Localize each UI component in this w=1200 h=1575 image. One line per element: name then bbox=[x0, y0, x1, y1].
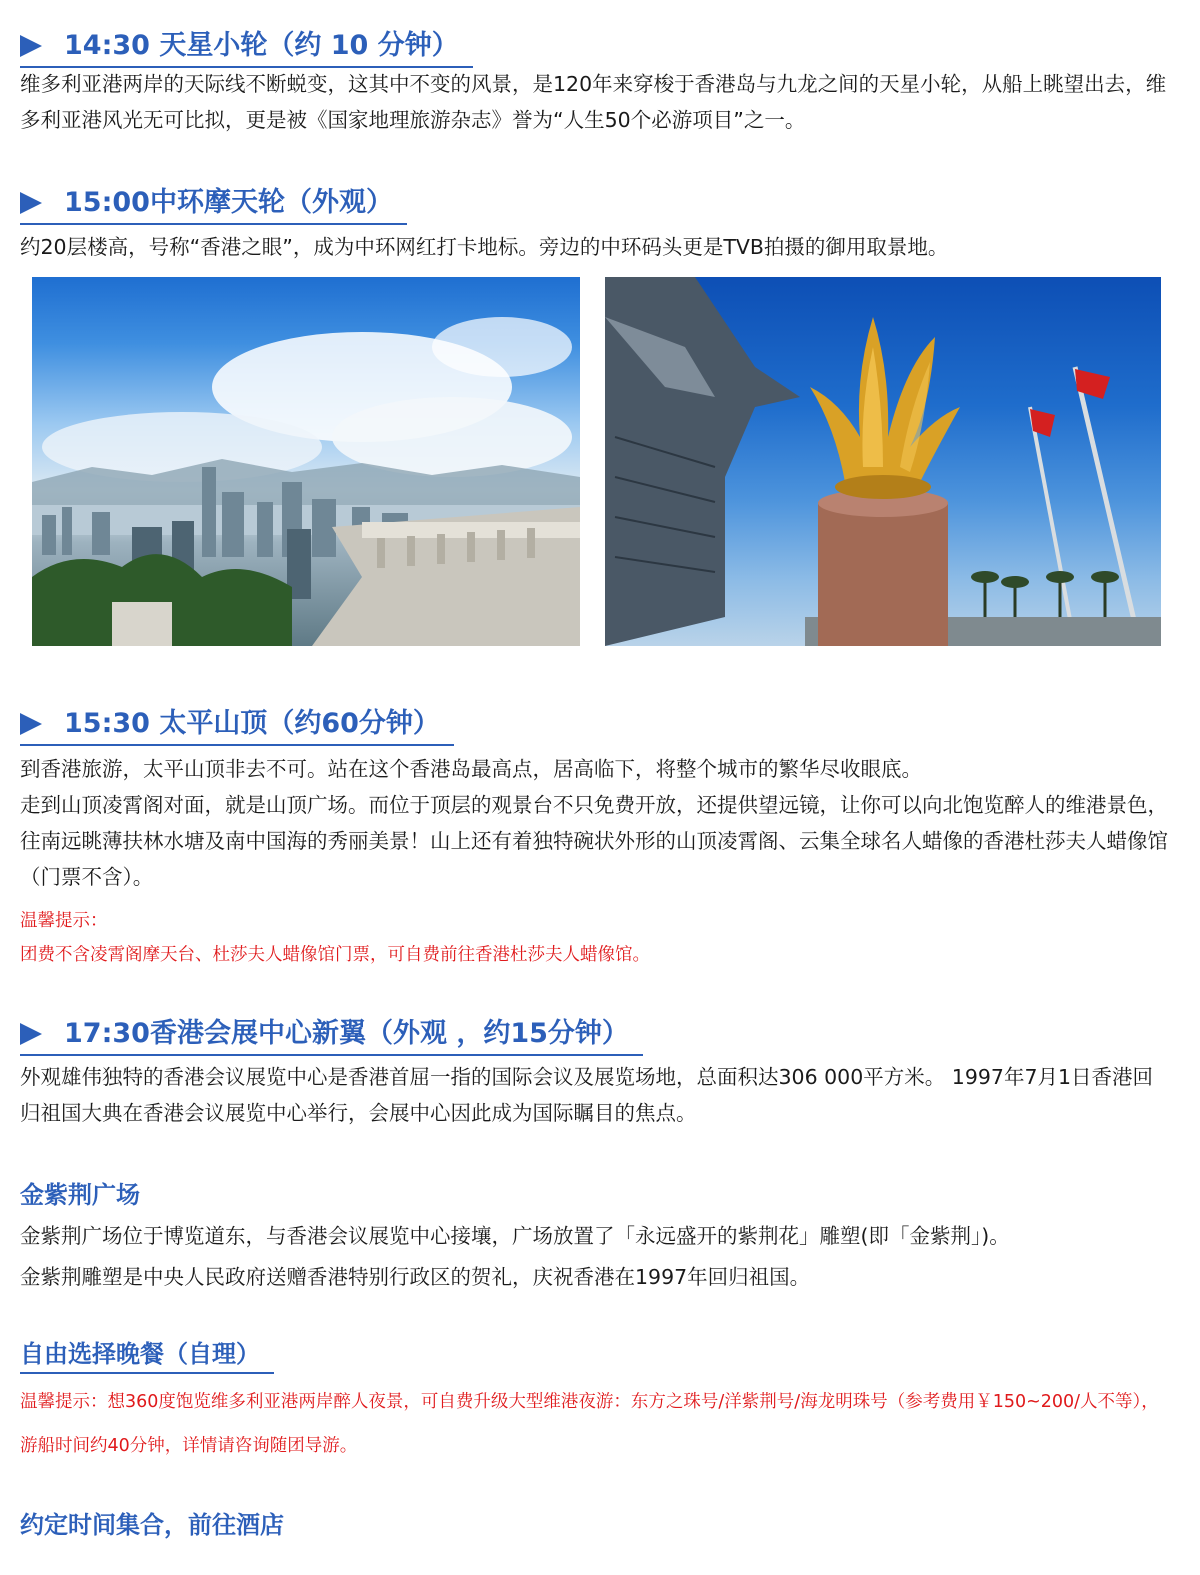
play-triangle-icon bbox=[20, 713, 42, 735]
play-triangle-icon bbox=[20, 35, 42, 57]
golden-bauhinia-photo bbox=[605, 277, 1161, 646]
peak-tip-text: 团费不含凌霄阁摩天台、杜莎夫人蜡像馆门票，可自费前往香港杜莎夫人蜡像馆。 bbox=[20, 945, 650, 965]
star-ferry-description: 维多利亚港两岸的天际线不断蜕变，这其中不变的风景，是120年来穿梭于香港岛与九龙之间的天星小轮，从船上眺望出去，维多利亚港风光无可比拟，更是被《国家地理旅游杂志》誉为“人生50个必游项目”之一。 bbox=[20, 72, 1167, 132]
peak-plaza-description: 走到山顶凌霄阁对面，就是山顶广场。而位于顶层的观景台不只免费开放，还提供望远镜，让你可以向北饱览醉人的维港景色，往南远眺薄扶林水塘及南中国海的秀丽美景！山上还有着独特碗状外形的山顶凌霄阁、云集全球名人蜡像的香港杜莎夫人蜡像馆（门票不含）。 bbox=[20, 793, 1168, 889]
section-heading-victoria-peak: 15:30 太平山顶（约60分钟） bbox=[20, 704, 454, 746]
convention-centre-description: 外观雄伟独特的香港会议展览中心是香港首屈一指的国际会议及展览场地，总面积达306 000平方米。 1997年7月1日香港回归祖国大典在香港会议展览中心举行，会展中心因此成为国际瞩目的焦点。 bbox=[20, 1065, 1154, 1125]
golden-bauhinia-illustration bbox=[605, 277, 1161, 646]
section-heading-golden-bauhinia-square: 金紫荆广场 bbox=[20, 1181, 140, 1209]
section-heading-star-ferry: 14:30 天星小轮（约 10 分钟） bbox=[20, 26, 473, 68]
dinner-tip-text: 温馨提示：想360度饱览维多利亚港两岸醉人夜景，可自费升级大型维港夜游：东方之珠号/洋紫荆号/海龙明珠号（参考费用￥150~200/人不等），游船时间约40分钟，详情请咨询随团导游。 bbox=[20, 1392, 1159, 1456]
bauhinia-sculpture-description: 金紫荆雕塑是中央人民政府送赠香港特别行政区的贺礼，庆祝香港在1997年回归祖国。 bbox=[20, 1265, 811, 1289]
bauhinia-square-description: 金紫荆广场位于博览道东，与香港会议展览中心接壤，广场放置了「永远盛开的紫荆花」雕塑(即「金紫荆」)。 bbox=[20, 1224, 1010, 1248]
victoria-peak-photo bbox=[32, 277, 580, 646]
play-triangle-icon bbox=[20, 192, 42, 214]
victoria-peak-illustration bbox=[32, 277, 580, 646]
victoria-peak-description: 到香港旅游，太平山顶非去不可。站在这个香港岛最高点，居高临下，将整个城市的繁华尽收眼底。 bbox=[20, 757, 922, 781]
ferris-wheel-description: 约20层楼高，号称“香港之眼”，成为中环网红打卡地标。旁边的中环码头更是TVB拍摄的御用取景地。 bbox=[20, 235, 949, 259]
section-heading-dinner: 自由选择晚餐（自理） bbox=[20, 1336, 274, 1374]
play-triangle-icon bbox=[20, 1023, 42, 1045]
section-heading-ferris-wheel: 15:00中环摩天轮（外观） bbox=[20, 183, 407, 225]
section-heading-hotel-meetup: 约定时间集合，前往酒店 bbox=[20, 1511, 284, 1539]
section-heading-convention-centre: 17:30香港会展中心新翼（外观 ，约15分钟） bbox=[20, 1014, 643, 1056]
peak-tip-label: 温馨提示： bbox=[20, 911, 108, 931]
